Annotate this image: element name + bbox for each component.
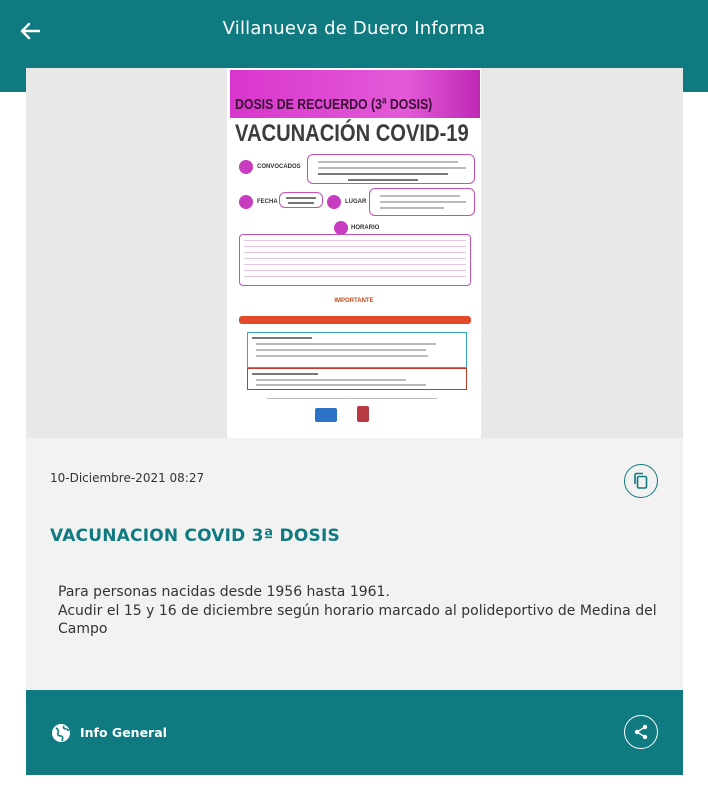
poster-schedule-table [239, 234, 471, 286]
post-image-area[interactable] [26, 68, 683, 438]
poster-warning-bar [239, 316, 471, 324]
sacyl-logo [315, 408, 337, 422]
poster-must-not-attend-box [247, 368, 467, 390]
poster-title: VACUNACIÓN COVID-19 [235, 120, 469, 147]
location-icon [327, 195, 341, 209]
share-button[interactable] [624, 715, 658, 749]
news-card [26, 68, 683, 775]
post-body-line: Acudir el 15 y 16 de diciembre según horario marcado al polideportivo de Medina del Campo [58, 602, 657, 637]
post-body [58, 583, 658, 639]
poster-fecha-box [279, 192, 323, 208]
poster-convocados-box [307, 154, 475, 184]
clock-icon [334, 221, 348, 235]
poster-headline: DOSIS DE RECUERDO (3ª DOSIS) [235, 96, 433, 113]
copy-icon [633, 472, 649, 490]
app-title: Villanueva de Duero Informa [222, 18, 486, 39]
vaccination-poster-image [227, 68, 481, 438]
post-body-line: Para personas nacidas desde 1956 hasta 1961. [58, 584, 390, 600]
copy-button[interactable] [624, 464, 658, 498]
poster-must-attend-box [247, 332, 467, 368]
post-title: VACUNACION COVID 3ª DOSIS [50, 526, 340, 546]
poster-horario-label: HORARIO [351, 225, 380, 231]
poster-lugar-label: LUGAR [345, 199, 367, 205]
people-icon [239, 160, 253, 174]
poster-lugar-box [369, 188, 475, 216]
share-icon [633, 724, 649, 740]
poster-fecha-label: FECHA [257, 199, 278, 205]
info-general-link[interactable]: Info General [80, 725, 167, 740]
post-date: 10-Diciembre-2021 08:27 [50, 471, 205, 485]
poster-link-line [267, 398, 437, 399]
junta-logo [357, 406, 369, 422]
card-footer [26, 690, 683, 775]
poster-importante-label: IMPORTANTE [334, 298, 374, 304]
poster-convocados-label: CONVOCADOS [257, 164, 301, 170]
globe-icon [51, 723, 71, 743]
calendar-icon [239, 195, 253, 209]
